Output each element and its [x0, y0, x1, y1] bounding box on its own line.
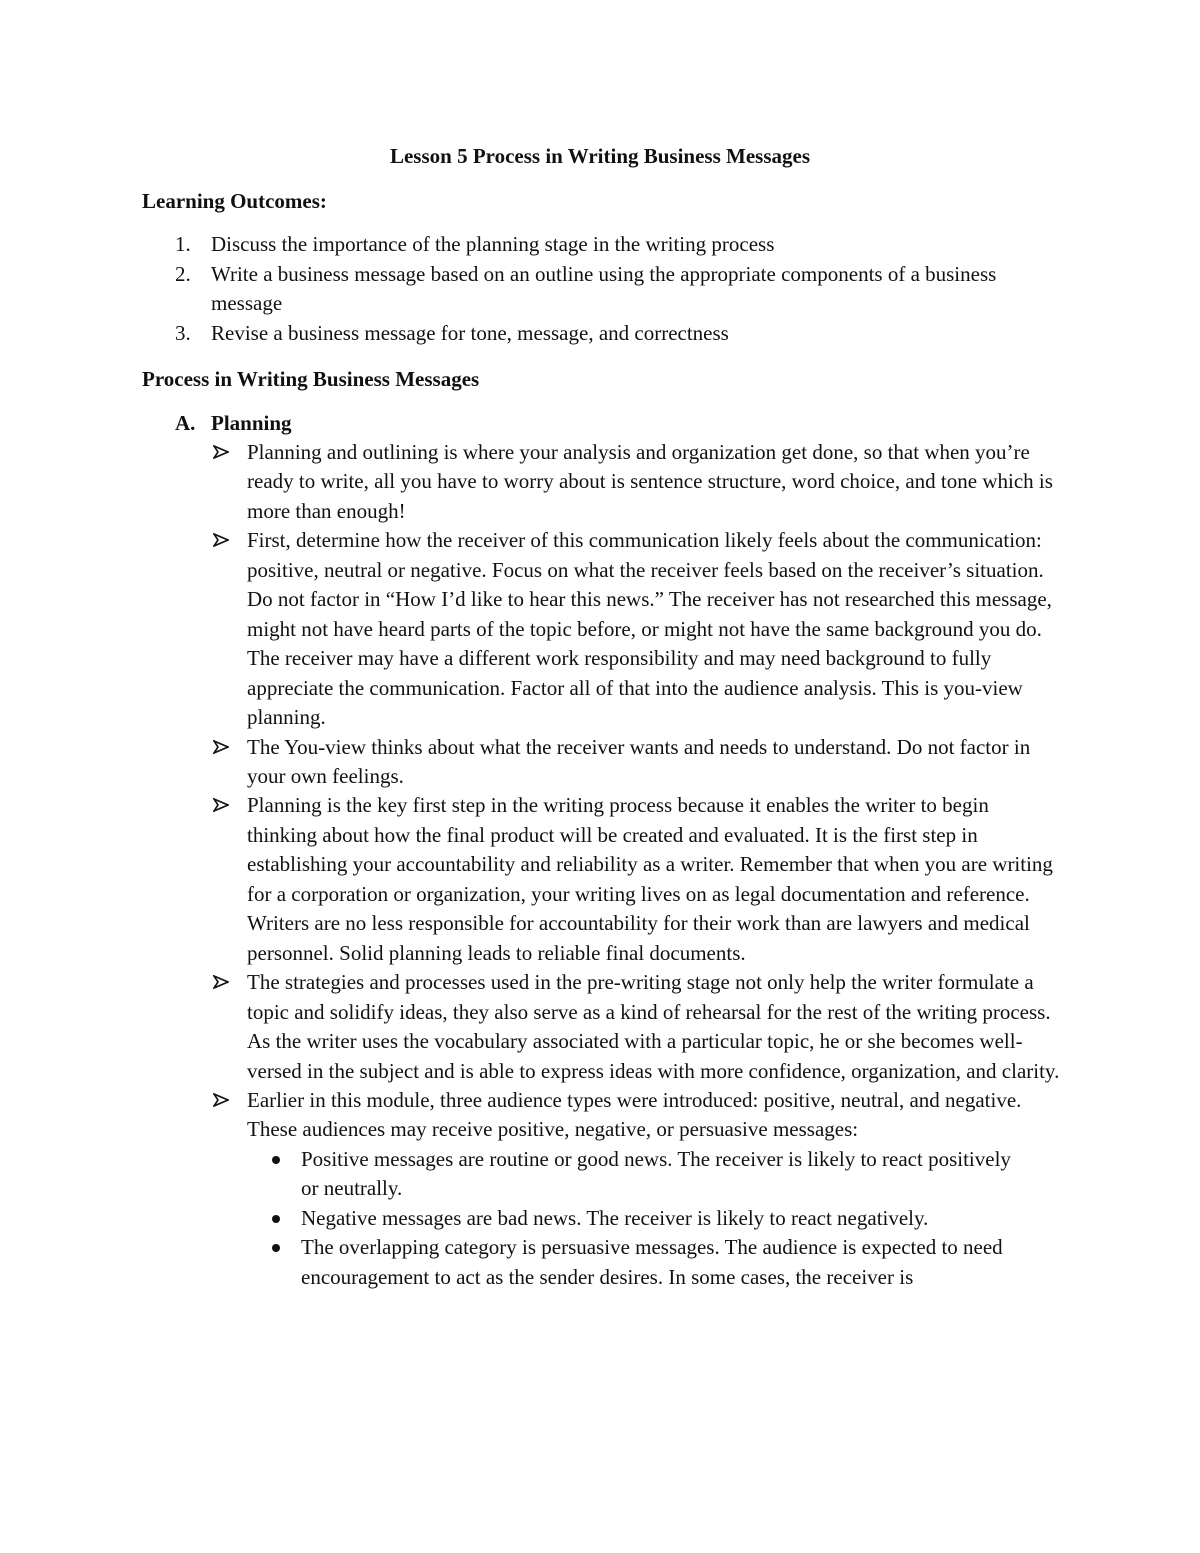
list-item-text: The You-view thinks about what the receiver wants and needs to understand. Do not factor in your own feelings. [247, 734, 1031, 788]
audience-message-types-list [265, 1145, 1025, 1292]
outcome-item [175, 319, 1055, 349]
learning-outcomes-list [175, 230, 1055, 348]
arrow-bullet-icon [211, 526, 233, 555]
sub-list-item-text: Negative messages are bad news. The receiver is likely to react negatively. [301, 1205, 929, 1230]
arrow-bullet-icon [211, 438, 233, 467]
planning-bullet-list [211, 438, 1061, 1292]
sub-list-item [265, 1233, 1025, 1292]
sub-list-item-text: Positive messages are routine or good news. The receiver is likely to react positively or neutrally. [301, 1146, 1011, 1201]
outcome-text: Discuss the importance of the planning stage in the writing process [211, 232, 775, 256]
list-item-text: Planning and outlining is where your analysis and organization get done, so that when you’re ready to write, all you have to worry about is sentence structure, word choice, and tone which is more than enough! [247, 440, 1053, 523]
arrow-bullet-icon [211, 733, 233, 762]
outcome-text: Revise a business message for tone, message, and correctness [211, 320, 729, 345]
planning-heading [175, 408, 1075, 438]
outcome-number: 1. [175, 232, 191, 256]
process-heading: Process in Writing Business Messages [142, 367, 480, 391]
list-item [211, 526, 1061, 732]
outcome-number: 2. [175, 261, 191, 286]
list-item [211, 1086, 1061, 1292]
outcome-item [175, 230, 1055, 260]
sub-list-item-text: The overlapping category is persuasive messages. The audience is expected to need encouragement to act as the sender desires. In some cases, the receiver is [301, 1235, 1003, 1289]
section-title: Planning [211, 411, 292, 435]
page-title: Lesson 5 Process in Writing Business Messages [389, 144, 811, 168]
sub-list-item [265, 1145, 1025, 1204]
outcome-text: Write a business message based on an outline using the appropriate components of a business message [211, 261, 997, 315]
bullet-dot-icon [272, 1156, 280, 1164]
section-letter: A. [175, 411, 196, 435]
arrow-bullet-icon [211, 1086, 233, 1115]
outcome-item [175, 260, 1055, 319]
planning-section [175, 408, 1075, 1292]
arrow-bullet-icon [211, 791, 233, 820]
list-item-text: First, determine how the receiver of this communication likely feels about the communication: positive, neutral or negative. Focus on what the receiver feels based on the receiver’s situation. Do not factor in “How I’d like to hear this news.” The receiver has not researched this message, might not have heard parts of the topic before, or might not have the same background you do. The receiver may have a different work responsibility and may need background to fully appreciate the communication. Factor all of that into the audience analysis. This is you-view planning. [247, 528, 1052, 730]
learning-outcomes-heading: Learning Outcomes: [142, 189, 327, 213]
list-item-text: Planning is the key first step in the writing process because it enables the writer to begin thinking about how the final product will be created and evaluated. It is the first step in establishing your accountability and reliability as a writer. Remember that when you are writing for a corporation or organization, your writing lives on as legal documentation and reference. Writers are no less responsible for accountability for their work than are lawyers and medical personnel. Solid planning leads to reliable final documents. [247, 793, 1053, 965]
arrow-bullet-icon [211, 968, 233, 997]
list-item [211, 791, 1061, 968]
sub-list-item [265, 1204, 1025, 1233]
list-item [211, 968, 1061, 1086]
bullet-dot-icon [272, 1215, 280, 1223]
list-item-text: Earlier in this module, three audience types were introduced: positive, neutral, and negative. These audiences may receive positive, negative, or persuasive messages: [247, 1087, 1022, 1142]
list-item-text: The strategies and processes used in the pre-writing stage not only help the writer formulate a topic and solidify ideas, they also serve as a kind of rehearsal for the rest of the writing process. As the writer uses the vocabulary associated with a particular topic, he or she becomes well-versed in the subject and is able to express ideas with more confidence, organization, and clarity. [247, 970, 1060, 1083]
outcome-number: 3. [175, 320, 191, 345]
bullet-dot-icon [272, 1244, 280, 1252]
list-item [211, 733, 1061, 792]
list-item [211, 438, 1061, 526]
